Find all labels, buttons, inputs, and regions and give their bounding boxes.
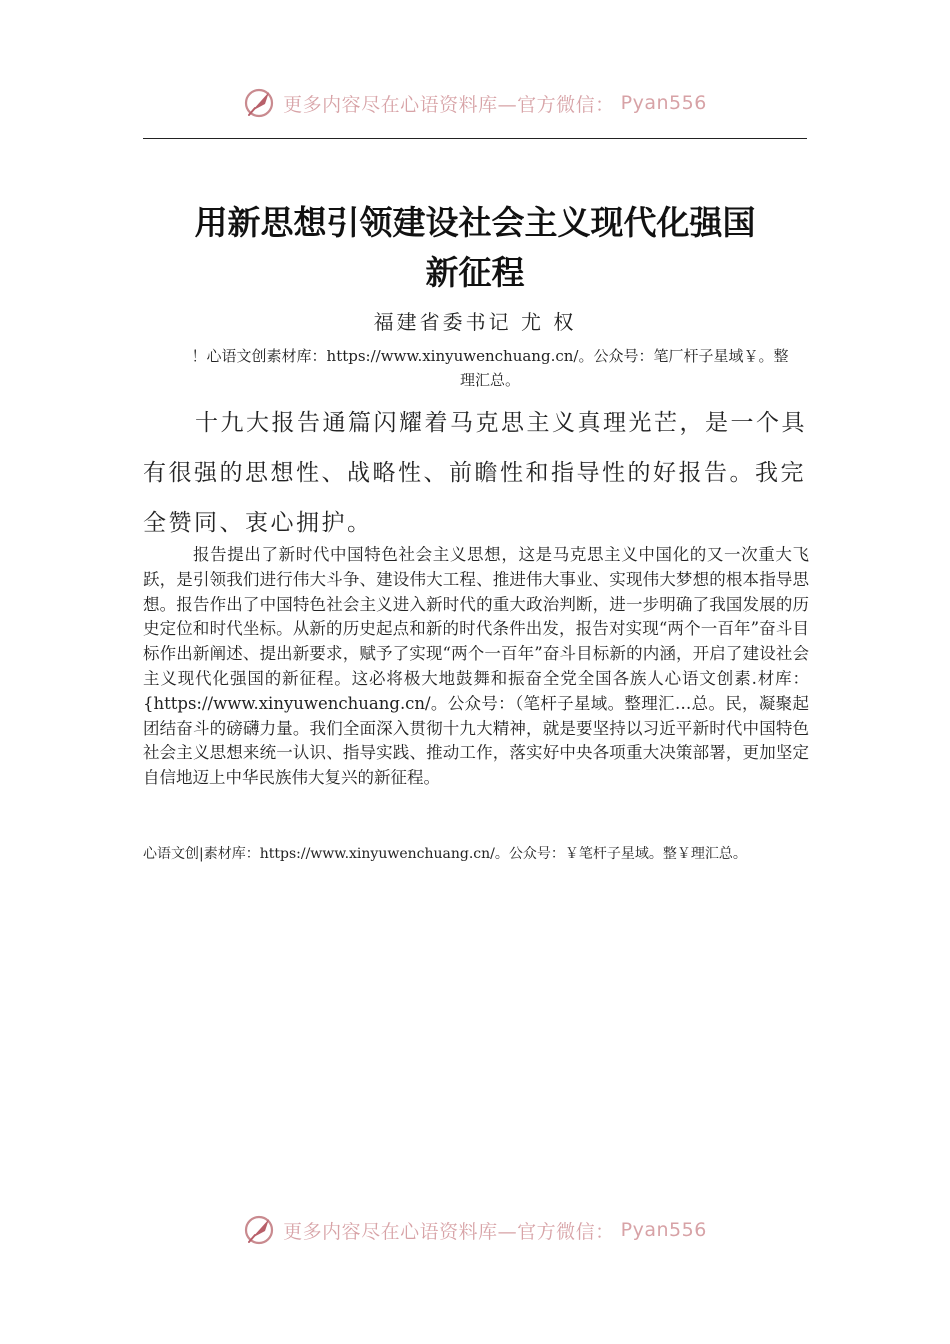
footer-banner	[0, 1213, 950, 1247]
article-author: 福建省委书记 尤 权	[373, 310, 577, 334]
header-banner-text: 更多内容尽在心语资料库—官方微信：	[283, 93, 615, 116]
quill-logo-icon	[243, 86, 277, 120]
header-divider	[143, 138, 807, 139]
quill-logo-icon	[243, 1213, 277, 1247]
source-note: ！心语文创素材库：https://www.xinyuwenchuang.cn/。公众号：笔厂杆子星域￥。整理汇总。	[191, 347, 789, 389]
article-title-line-1: 用新思想引领建设社会主义现代化强国	[194, 203, 756, 242]
footer-banner-wechat: Pyan556	[620, 1219, 707, 1241]
header-banner-wechat: Pyan556	[620, 92, 707, 114]
footer-banner-text: 更多内容尽在心语资料库—官方微信：	[283, 1220, 615, 1243]
body-paragraph: 报告提出了新时代中国特色社会主义思想，这是马克思主义中国化的又一次重大飞跃，是引领我们进行伟大斗争、建设伟大工程、推进伟大事业、实现伟大梦想的根本指导思想。报告作出了中国特色社会主义进入新时代的重大政治判断，进一步明确了我国发展的历史定位和时代坐标。从新的历史起点和新的时代条件出发，报告对实现“两个一百年”奋斗目标作出新阐述、提出新要求，赋予了实现“两个一百年”奋斗目标新的内涵，开启了建设社会主义现代化强国的新征程。这必将极大地鼓舞和振奋全党全国各族人心语文创素.材库：{https://www.xinyuwenchuang.cn/。公众号：（笔杆子星域。整理汇…总。民，凝聚起团结奋斗的磅礴力量。我们全面深入贯彻十九大精神，就是要坚持以习近平新时代中国特色社会主义思想来统一认识、指导实践、推动工作，落实好中央各项重大决策部署，更加坚定自信地迈上中华民族伟大复兴的新征程。	[143, 545, 809, 788]
article-title-line-2: 新征程	[425, 253, 525, 292]
footer-source-note: 心语文创|素材库：https://www.xinyuwenchuang.cn/。公众号：￥笔杆子星域。整￥理汇总。	[143, 846, 747, 862]
header-banner	[0, 86, 950, 120]
lead-paragraph: 十九大报告通篇闪耀着马克思主义真理光芒，是一个具有很强的思想性、战略性、前瞻性和指导性的好报告。我完全赞同、衷心拥护。	[143, 410, 807, 536]
article-title	[143, 198, 807, 298]
